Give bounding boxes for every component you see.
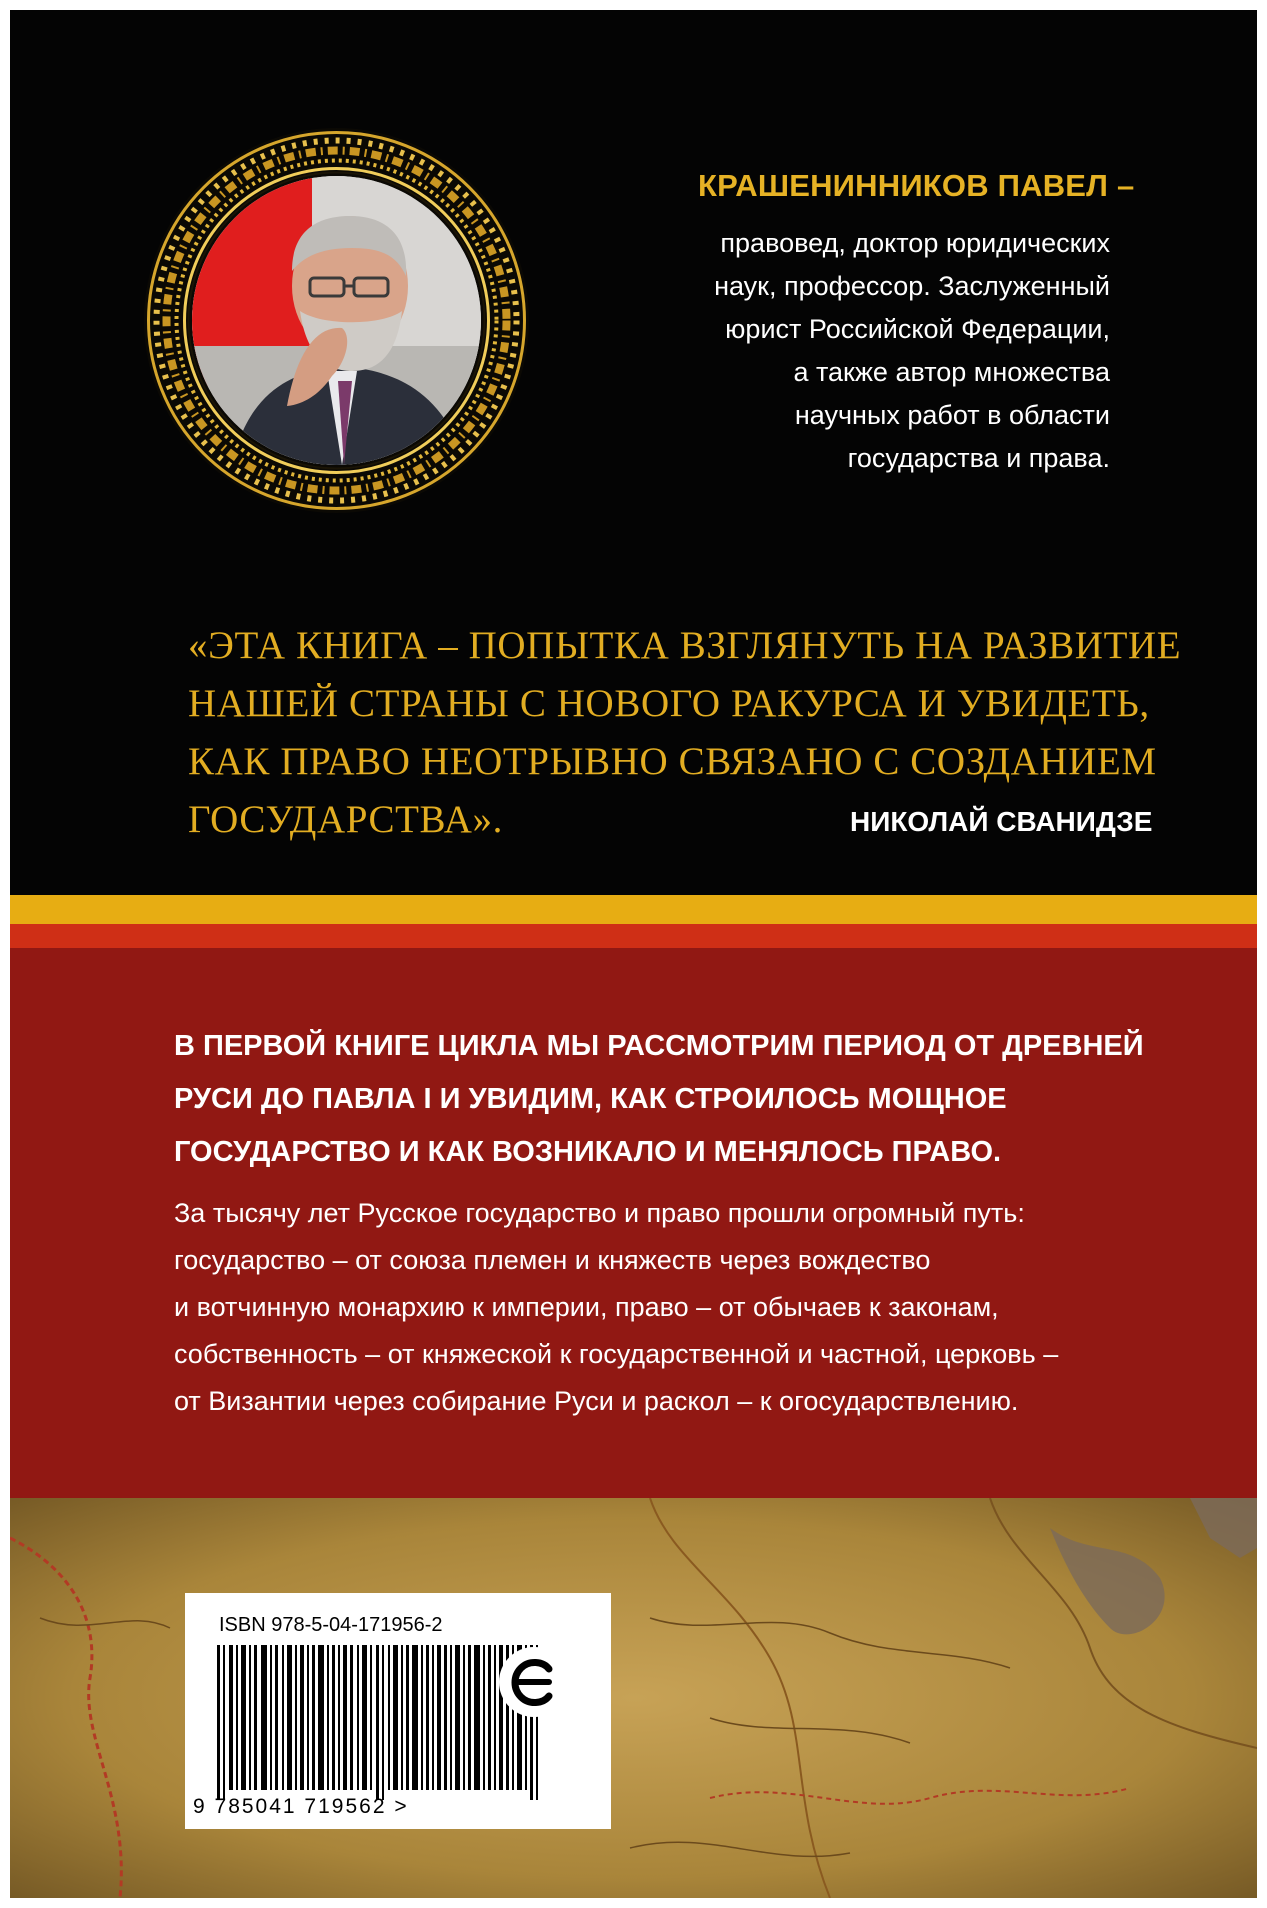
book-back-cover bbox=[10, 10, 1257, 1898]
quote-line: КАК ПРАВО НЕОТРЫВНО СВЯЗАНО С СОЗДАНИЕМ bbox=[188, 740, 1157, 783]
bio-line: правовед, доктор юридических bbox=[720, 228, 1110, 258]
barcode-digits: 9 785041 719562 > bbox=[193, 1795, 409, 1818]
lead-line: ГОСУДАРСТВО И КАК ВОЗНИКАЛО И МЕНЯЛОСЬ ПРАВО. bbox=[174, 1136, 1002, 1168]
author-photo bbox=[192, 176, 481, 465]
ornamental-frame-icon bbox=[144, 128, 529, 513]
divider-stripe-red bbox=[10, 924, 1257, 948]
isbn-text: ISBN 978-5-04-171956-2 bbox=[219, 1614, 443, 1636]
description-line: государство – от союза племен и княжеств через вождество bbox=[174, 1245, 931, 1275]
description-line: от Византии через собирание Руси и раскол – к огосударствлению. bbox=[174, 1386, 1019, 1416]
bio-line: юрист Российской Федерации, bbox=[725, 314, 1110, 344]
divider-stripe-yellow bbox=[10, 895, 1257, 924]
description-paragraph bbox=[174, 1190, 1058, 1425]
bio-line: а также автор множества bbox=[793, 357, 1110, 387]
quote-line: «ЭТА КНИГА – ПОПЫТКА ВЗГЛЯНУТЬ НА РАЗВИТИЕ bbox=[188, 624, 1182, 667]
lead-paragraph bbox=[174, 1020, 1144, 1179]
lead-line: В ПЕРВОЙ КНИГЕ ЦИКЛА МЫ РАССМОТРИМ ПЕРИОД ОТ ДРЕВНЕЙ bbox=[174, 1030, 1144, 1062]
description-line: и вотчинную монархию к империи, право – от обычаев к законам, bbox=[174, 1292, 999, 1322]
description-line: собственность – от княжеской к государственной и частной, церковь – bbox=[174, 1339, 1059, 1369]
quote-line: ГОСУДАРСТВА». bbox=[188, 798, 503, 841]
description-line: За тысячу лет Русское государство и право прошли огромный путь: bbox=[174, 1198, 1025, 1228]
author-panel bbox=[10, 10, 1257, 895]
author-name: КРАШЕНИННИКОВ ПАВЕЛ – bbox=[698, 168, 1135, 203]
lead-line: РУСИ ДО ПАВЛА I И УВИДИМ, КАК СТРОИЛОСЬ МОЩНОЕ bbox=[174, 1083, 1007, 1115]
author-bio bbox=[570, 222, 1110, 480]
bio-line: наук, профессор. Заслуженный bbox=[714, 271, 1110, 301]
quote-author: НИКОЛАЙ СВАНИДЗЕ bbox=[850, 806, 1153, 837]
bio-line: государства и права. bbox=[847, 443, 1110, 473]
quote-line: НАШЕЙ СТРАНЫ С НОВОГО РАКУРСА И УВИДЕТЬ, bbox=[188, 682, 1150, 725]
bio-line: научных работ в области bbox=[794, 400, 1110, 430]
eksmo-logo-icon bbox=[499, 1647, 569, 1717]
